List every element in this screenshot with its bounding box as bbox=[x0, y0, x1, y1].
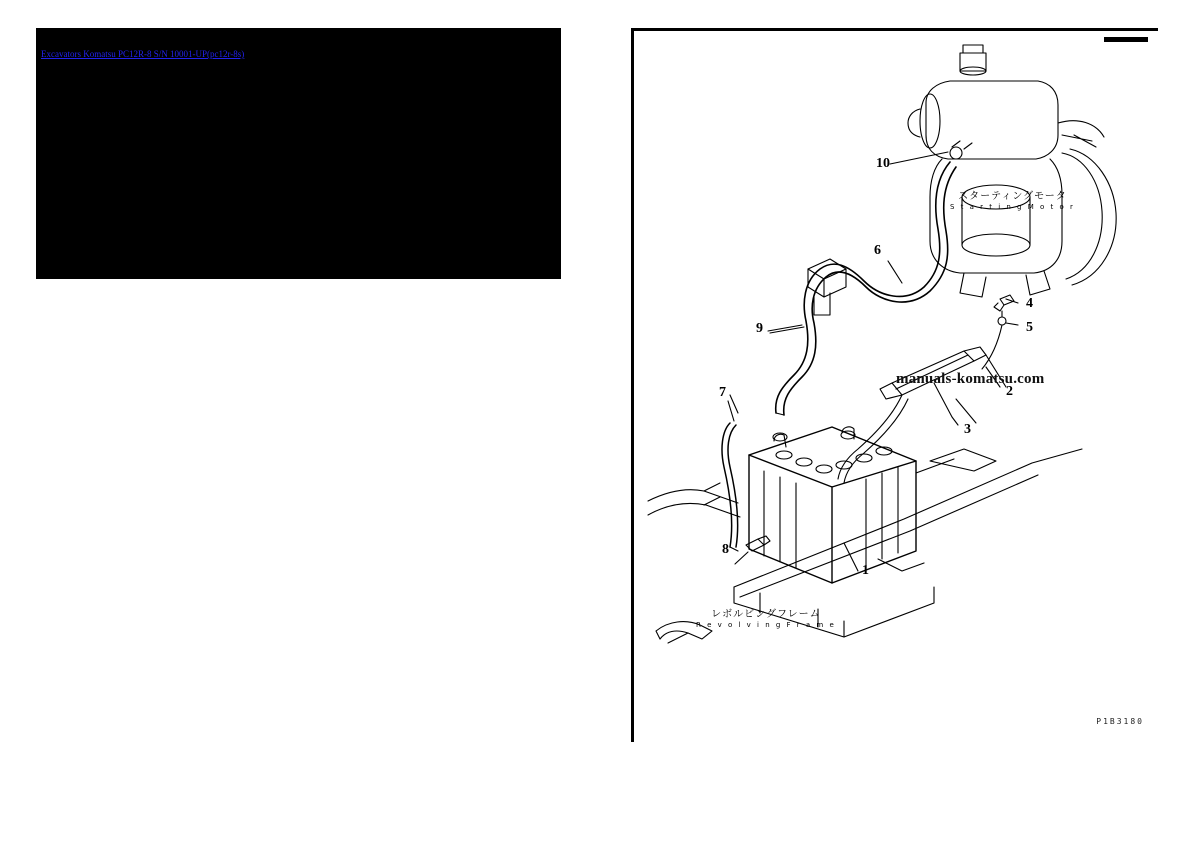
watermark: manuals-komatsu.com bbox=[896, 371, 1045, 387]
revolving-frame-label bbox=[696, 609, 836, 630]
callout-4: 4 bbox=[1026, 296, 1033, 311]
diagram-linework bbox=[634, 31, 1161, 745]
sheet-code: P1B3180 bbox=[1096, 717, 1144, 726]
callout-8: 8 bbox=[722, 542, 729, 557]
callout-10: 10 bbox=[876, 156, 890, 171]
callout-1: 1 bbox=[862, 563, 869, 578]
callout-6: 6 bbox=[874, 243, 881, 258]
callout-5: 5 bbox=[1026, 320, 1033, 335]
callout-7: 7 bbox=[719, 385, 726, 400]
starting-motor-label-jp: スターティングモータ bbox=[958, 191, 1067, 202]
diagram-sheet bbox=[631, 28, 1158, 742]
diagram-canvas bbox=[634, 31, 1158, 742]
starting-motor-label bbox=[950, 191, 1075, 212]
callout-2: 2 bbox=[1006, 384, 1013, 399]
callout-9: 9 bbox=[756, 321, 763, 336]
title-panel bbox=[36, 28, 561, 279]
catalog-title-link[interactable]: Excavators Komatsu PC12R-8 S/N 10001-UP(pc12r-8s) bbox=[41, 49, 245, 59]
revolving-frame-label-en: R e v o l v i n g F r a m e bbox=[696, 621, 836, 629]
starting-motor-label-en: S t a r t i n g M o t o r bbox=[950, 203, 1075, 211]
callout-3: 3 bbox=[964, 422, 971, 437]
revolving-frame-label-jp: レボルビングフレーム bbox=[711, 609, 821, 620]
